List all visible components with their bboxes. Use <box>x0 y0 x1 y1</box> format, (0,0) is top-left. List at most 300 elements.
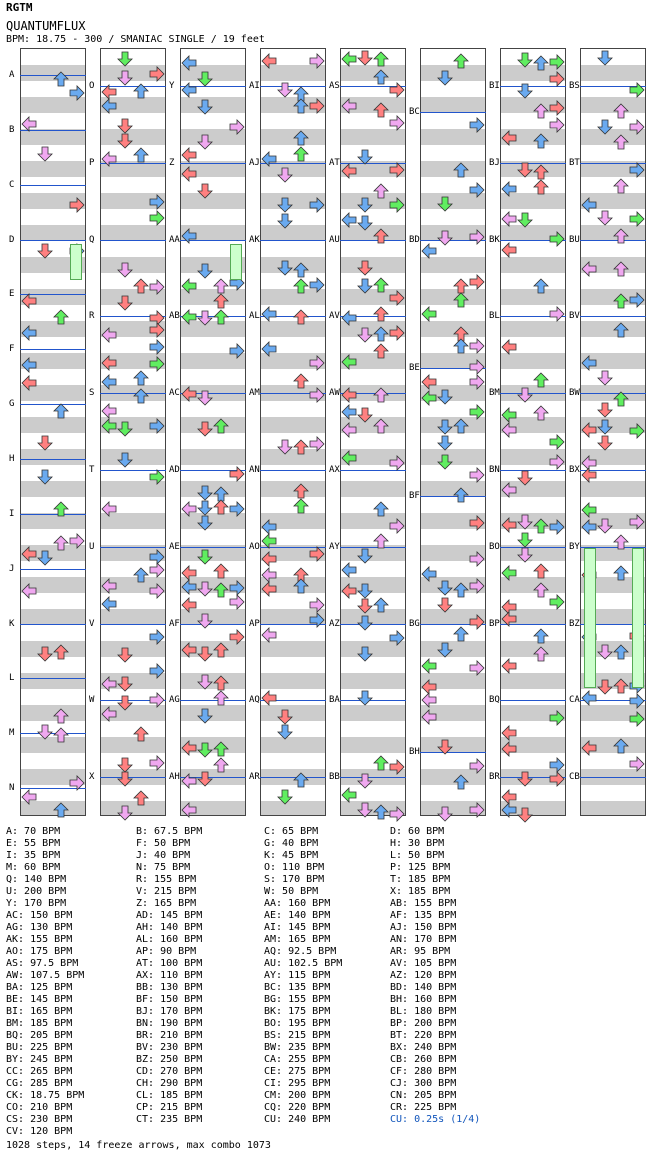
bpm-change-line <box>100 624 166 625</box>
step-arrow-down <box>357 50 373 69</box>
step-arrow-down <box>37 435 53 454</box>
step-arrow-left <box>21 293 37 312</box>
bpm-change-label: BQ <box>489 695 500 705</box>
step-arrow-left <box>21 325 37 344</box>
step-arrow-down <box>357 773 373 792</box>
bpm-change-label: BC <box>409 107 420 117</box>
step-arrow-left <box>341 787 357 806</box>
bpm-change-label: BH <box>409 747 420 757</box>
step-arrow-up <box>613 565 629 584</box>
step-arrow-right <box>149 692 165 711</box>
legend-entry: BX: 240 BPM <box>390 1042 457 1053</box>
step-arrow-down <box>597 518 613 537</box>
bpm-change-label: N <box>9 783 15 793</box>
step-arrow-left <box>101 676 117 695</box>
step-arrow-right <box>549 306 565 325</box>
legend-entry: BS: 215 BPM <box>264 1030 331 1041</box>
step-arrow-right <box>149 629 165 648</box>
step-arrow-left <box>261 627 277 646</box>
legend-entry: CG: 285 BPM <box>6 1078 73 1089</box>
legend-entry: AU: 102.5 BPM <box>264 958 343 969</box>
legend-entry: BE: 145 BPM <box>6 994 73 1005</box>
bpm-change-label: AM <box>249 388 260 398</box>
legend-entry: AJ: 150 BPM <box>390 922 457 933</box>
step-arrow-right <box>389 82 405 101</box>
bpm-change-label: Z <box>169 158 175 168</box>
legend-entry: CD: 270 BPM <box>136 1066 203 1077</box>
step-arrow-up <box>453 582 469 601</box>
step-arrow-down <box>37 724 53 743</box>
legend-entry: BC: 135 BPM <box>264 982 331 993</box>
step-arrow-up <box>613 293 629 312</box>
step-arrow-up <box>293 373 309 392</box>
step-arrow-left <box>101 151 117 170</box>
step-arrow-up <box>53 727 69 746</box>
step-arrow-down <box>357 197 373 216</box>
step-arrow-right <box>149 562 165 581</box>
step-arrow-right <box>389 759 405 778</box>
step-arrow-left <box>581 261 597 280</box>
legend-entry: BJ: 170 BPM <box>136 1006 203 1017</box>
step-arrow-up <box>533 646 549 665</box>
legend-entry: F: 50 BPM <box>136 838 191 849</box>
step-arrow-up <box>453 53 469 72</box>
step-arrow-up <box>293 578 309 597</box>
step-arrow-left <box>101 374 117 393</box>
step-arrow-up <box>613 678 629 697</box>
bpm-change-label: AN <box>249 465 260 475</box>
bpm-change-line <box>100 777 166 778</box>
step-arrow-right <box>549 771 565 790</box>
legend-entry: BT: 220 BPM <box>390 1030 457 1041</box>
step-arrow-left <box>581 690 597 709</box>
bpm-change-line <box>20 185 86 186</box>
chart-stats: 1028 steps, 14 freeze arrows, max combo 1073 <box>6 1140 271 1151</box>
bpm-change-label: BK <box>489 235 500 245</box>
step-arrow-up <box>613 644 629 663</box>
legend-entry: L: 50 BPM <box>390 850 445 861</box>
step-arrow-left <box>501 482 517 501</box>
bpm-change-label: BE <box>409 363 420 373</box>
bpm-change-label: O <box>89 81 95 91</box>
bpm-change-label: AZ <box>329 619 340 629</box>
bpm-change-label: AS <box>329 81 340 91</box>
step-arrow-down <box>197 771 213 790</box>
legend-entry: CQ: 220 BPM <box>264 1102 331 1113</box>
legend-entry: AL: 160 BPM <box>136 934 203 945</box>
legend-entry: AP: 90 BPM <box>136 946 197 957</box>
step-arrow-down <box>597 50 613 69</box>
step-arrow-right <box>309 197 325 216</box>
step-arrow-down <box>517 514 533 533</box>
step-arrow-right <box>469 551 485 570</box>
step-arrow-down <box>197 742 213 761</box>
bpm-change-label: C <box>9 180 15 190</box>
legend-entry: AI: 145 BPM <box>264 922 331 933</box>
bpm-change-line <box>20 678 86 679</box>
step-arrow-down <box>117 51 133 70</box>
step-arrow-left <box>21 583 37 602</box>
step-arrow-right <box>469 802 485 821</box>
bpm-change-label: AT <box>329 158 340 168</box>
bpm-change-line <box>20 569 86 570</box>
legend-entry: BM: 185 BPM <box>6 1018 73 1029</box>
bpm-change-label: BN <box>489 465 500 475</box>
step-arrow-right <box>469 515 485 534</box>
step-arrow-down <box>357 327 373 346</box>
legend-entry: BF: 150 BPM <box>136 994 203 1005</box>
bpm-change-line <box>420 752 486 753</box>
step-arrow-right <box>549 454 565 473</box>
step-arrow-right <box>149 469 165 488</box>
step-arrow-up <box>133 567 149 586</box>
bpm-change-line <box>180 547 246 548</box>
step-arrow-down <box>357 149 373 168</box>
step-arrow-left <box>581 519 597 538</box>
step-arrow-right <box>629 119 645 138</box>
step-arrow-left <box>341 163 357 182</box>
step-arrow-right <box>389 806 405 825</box>
step-arrow-down <box>277 724 293 743</box>
legend-entry: AX: 110 BPM <box>136 970 203 981</box>
freeze-arrow <box>230 244 242 280</box>
bpm-change-label: L <box>9 673 15 683</box>
step-arrow-left <box>501 565 517 584</box>
legend-entry: CM: 200 BPM <box>264 1090 331 1101</box>
step-arrow-down <box>117 295 133 314</box>
legend-entry: R: 155 BPM <box>136 874 197 885</box>
step-arrow-down <box>597 679 613 698</box>
bpm-change-line <box>580 777 646 778</box>
step-arrow-left <box>181 597 197 616</box>
legend-entry: BY: 245 BPM <box>6 1054 73 1065</box>
bpm-change-label: BB <box>329 772 340 782</box>
step-arrow-up <box>453 418 469 437</box>
step-arrow-right <box>389 115 405 134</box>
legend-entry: AD: 145 BPM <box>136 910 203 921</box>
step-arrow-left <box>341 583 357 602</box>
bpm-change-label: P <box>89 158 95 168</box>
step-arrow-down <box>197 708 213 727</box>
step-arrow-up <box>373 533 389 552</box>
legend-entry: BQ: 205 BPM <box>6 1030 73 1041</box>
step-arrow-left <box>341 354 357 373</box>
step-arrow-down <box>117 695 133 714</box>
legend-entry: T: 185 BPM <box>390 874 451 885</box>
step-arrow-up <box>533 179 549 198</box>
bpm-change-label: K <box>9 619 15 629</box>
step-arrow-left <box>101 355 117 374</box>
step-arrow-right <box>549 710 565 729</box>
step-arrow-down <box>277 789 293 808</box>
step-arrow-up <box>53 403 69 422</box>
step-arrow-up <box>133 278 149 297</box>
step-arrow-left <box>421 306 437 325</box>
step-arrow-right <box>629 292 645 311</box>
step-arrow-left <box>581 197 597 216</box>
step-arrow-right <box>629 514 645 533</box>
bpm-change-label: AP <box>249 619 260 629</box>
step-arrow-left <box>501 339 517 358</box>
freeze-arrow <box>584 548 596 688</box>
step-arrow-down <box>197 581 213 600</box>
legend-entry: Q: 140 BPM <box>6 874 67 885</box>
legend-entry: CR: 225 BPM <box>390 1102 457 1113</box>
step-arrow-up <box>613 134 629 153</box>
step-arrow-up <box>53 802 69 821</box>
bpm-change-label: AR <box>249 772 260 782</box>
step-arrow-up <box>373 228 389 247</box>
step-arrow-up <box>293 278 309 297</box>
step-arrow-up <box>373 804 389 823</box>
step-arrow-right <box>69 85 85 104</box>
legend-entry: CT: 235 BPM <box>136 1114 203 1125</box>
bpm-change-label: AF <box>169 619 180 629</box>
step-arrow-down <box>277 167 293 186</box>
step-arrow-right <box>469 578 485 597</box>
step-arrow-up <box>213 499 229 518</box>
step-arrow-right <box>469 182 485 201</box>
step-arrow-right <box>389 630 405 649</box>
song-title: QUANTUMFLUX <box>6 19 86 33</box>
legend-entry: Z: 165 BPM <box>136 898 197 909</box>
legend-entry: AN: 170 BPM <box>390 934 457 945</box>
step-arrow-left <box>21 546 37 565</box>
legend-entry: AC: 150 BPM <box>6 910 73 921</box>
step-arrow-up <box>373 418 389 437</box>
step-arrow-right <box>629 711 645 730</box>
step-arrow-left <box>261 341 277 360</box>
step-arrow-left <box>261 581 277 600</box>
legend-entry: B: 67.5 BPM <box>136 826 203 837</box>
step-arrow-up <box>373 755 389 774</box>
step-arrow-up <box>373 306 389 325</box>
legend-entry: BB: 130 BPM <box>136 982 203 993</box>
legend-entry: P: 125 BPM <box>390 862 451 873</box>
legend-entry: CK: 18.75 BPM <box>6 1090 85 1101</box>
step-arrow-down <box>517 212 533 231</box>
step-arrow-right <box>309 98 325 117</box>
step-arrow-down <box>437 435 453 454</box>
legend-entry: BI: 165 BPM <box>6 1006 73 1017</box>
step-arrow-left <box>261 690 277 709</box>
bpm-change-label: AX <box>329 465 340 475</box>
freeze-arrow <box>632 548 644 688</box>
legend-entry: BK: 175 BPM <box>264 1006 331 1017</box>
step-arrow-down <box>437 739 453 758</box>
legend-entry: CN: 205 BPM <box>390 1090 457 1101</box>
legend-entry: CO: 210 BPM <box>6 1102 73 1113</box>
step-arrow-left <box>101 418 117 437</box>
legend-entry: AS: 97.5 BPM <box>6 958 79 969</box>
bpm-change-label: AA <box>169 235 180 245</box>
step-arrow-left <box>341 422 357 441</box>
step-arrow-up <box>213 690 229 709</box>
legend-entry: H: 30 BPM <box>390 838 445 849</box>
step-arrow-down <box>357 802 373 821</box>
step-arrow-down <box>357 215 373 234</box>
step-arrow-down <box>197 390 213 409</box>
bpm-change-label: BG <box>409 619 420 629</box>
step-arrow-up <box>613 261 629 280</box>
bpm-change-label: I <box>9 509 15 519</box>
legend-entry: AQ: 92.5 BPM <box>264 946 337 957</box>
legend-entry: CU: 0.25s (1/4) <box>390 1114 481 1125</box>
step-arrow-up <box>613 103 629 122</box>
step-arrow-down <box>197 183 213 202</box>
bpm-change-label: BO <box>489 542 500 552</box>
bpm-change-label: BJ <box>489 158 500 168</box>
step-arrow-right <box>629 162 645 181</box>
step-arrow-up <box>453 338 469 357</box>
step-arrow-right <box>389 197 405 216</box>
step-arrow-left <box>21 357 37 376</box>
legend-entry: CH: 290 BPM <box>136 1078 203 1089</box>
bpm-change-label: B <box>9 125 15 135</box>
legend-entry: AM: 165 BPM <box>264 934 331 945</box>
bpm-change-label: M <box>9 728 15 738</box>
bpm-change-label: R <box>89 311 95 321</box>
step-arrow-down <box>357 278 373 297</box>
bpm-change-line <box>20 349 86 350</box>
step-arrow-up <box>453 162 469 181</box>
step-arrow-up <box>213 642 229 661</box>
bpm-change-label: F <box>9 344 15 354</box>
step-arrow-down <box>197 674 213 693</box>
step-arrow-right <box>229 343 245 362</box>
bpm-change-label: AC <box>169 388 180 398</box>
bpm-change-label: H <box>9 454 15 464</box>
step-arrow-down <box>197 71 213 90</box>
legend-entry: U: 200 BPM <box>6 886 67 897</box>
step-arrow-up <box>533 103 549 122</box>
step-arrow-down <box>197 613 213 632</box>
bpm-change-label: AY <box>329 542 340 552</box>
bpm-change-label: AG <box>169 695 180 705</box>
chart-info: BPM: 18.75 - 300 / SMANIAC SINGLE / 19 feet <box>6 34 265 45</box>
step-arrow-down <box>117 70 133 89</box>
step-arrow-down <box>437 196 453 215</box>
bpm-change-label: T <box>89 465 95 475</box>
step-arrow-up <box>53 708 69 727</box>
step-arrow-left <box>181 773 197 792</box>
legend-entry: Y: 170 BPM <box>6 898 67 909</box>
bpm-change-label: W <box>89 695 95 705</box>
step-arrow-left <box>21 789 37 808</box>
step-arrow-right <box>309 355 325 374</box>
step-arrow-up <box>533 55 549 74</box>
legend-entry: CS: 230 BPM <box>6 1114 73 1125</box>
step-arrow-left <box>261 151 277 170</box>
step-arrow-up <box>293 439 309 458</box>
step-arrow-left <box>181 740 197 759</box>
step-arrow-up <box>53 501 69 520</box>
step-arrow-down <box>117 133 133 152</box>
step-arrow-right <box>309 612 325 631</box>
bpm-change-label: BF <box>409 491 420 501</box>
step-arrow-down <box>517 83 533 102</box>
step-arrow-left <box>501 242 517 261</box>
step-arrow-down <box>197 263 213 282</box>
bpm-change-label: J <box>9 564 15 574</box>
step-arrow-down <box>117 771 133 790</box>
bpm-change-label: AL <box>249 311 260 321</box>
step-arrow-right <box>309 436 325 455</box>
bpm-change-line <box>340 700 406 701</box>
step-arrow-up <box>213 418 229 437</box>
step-arrow-left <box>181 166 197 185</box>
bpm-change-line <box>260 240 326 241</box>
step-arrow-right <box>469 338 485 357</box>
step-arrow-right <box>469 404 485 423</box>
legend-entry: CF: 280 BPM <box>390 1066 457 1077</box>
step-arrow-left <box>101 596 117 615</box>
step-arrow-right <box>69 197 85 216</box>
step-arrow-left <box>501 181 517 200</box>
step-arrow-up <box>53 535 69 554</box>
bpm-change-label: AD <box>169 465 180 475</box>
legend-entry: AW: 107.5 BPM <box>6 970 85 981</box>
legend-entry: AF: 135 BPM <box>390 910 457 921</box>
step-arrow-right <box>149 755 165 774</box>
step-arrow-up <box>613 738 629 757</box>
bpm-change-line <box>420 112 486 113</box>
step-arrow-down <box>197 134 213 153</box>
step-arrow-right <box>549 231 565 250</box>
step-arrow-right <box>629 82 645 101</box>
legend-entry: AV: 105 BPM <box>390 958 457 969</box>
step-arrow-down <box>597 435 613 454</box>
bpm-change-label: Y <box>169 81 175 91</box>
step-arrow-down <box>517 52 533 71</box>
step-arrow-up <box>373 183 389 202</box>
step-arrow-up <box>53 644 69 663</box>
legend-entry: V: 215 BPM <box>136 886 197 897</box>
step-arrow-down <box>37 550 53 569</box>
step-arrow-down <box>517 470 533 489</box>
step-arrow-down <box>277 260 293 279</box>
step-arrow-right <box>469 374 485 393</box>
step-arrow-left <box>261 533 277 552</box>
legend-entry: BR: 210 BPM <box>136 1030 203 1041</box>
step-arrow-down <box>197 515 213 534</box>
step-arrow-down <box>197 421 213 440</box>
step-arrow-up <box>613 391 629 410</box>
step-arrow-right <box>629 756 645 775</box>
step-arrow-left <box>341 212 357 231</box>
bpm-change-line <box>20 624 86 625</box>
bpm-change-line <box>500 700 566 701</box>
step-arrow-left <box>501 658 517 677</box>
step-arrow-up <box>373 343 389 362</box>
step-arrow-left <box>341 310 357 329</box>
legend-entry: BA: 125 BPM <box>6 982 73 993</box>
step-arrow-left <box>581 740 597 759</box>
step-arrow-down <box>437 389 453 408</box>
bpm-change-label: BL <box>489 311 500 321</box>
bpm-change-label: AQ <box>249 695 260 705</box>
bpm-change-line <box>20 240 86 241</box>
step-arrow-right <box>549 117 565 136</box>
legend-entry: S: 170 BPM <box>264 874 325 885</box>
legend-entry: AT: 100 BPM <box>136 958 203 969</box>
step-arrow-right <box>309 546 325 565</box>
bpm-change-label: BW <box>569 388 580 398</box>
step-arrow-right <box>149 418 165 437</box>
bpm-change-label: BU <box>569 235 580 245</box>
legend-entry: CL: 185 BPM <box>136 1090 203 1101</box>
legend-entry: AB: 155 BPM <box>390 898 457 909</box>
